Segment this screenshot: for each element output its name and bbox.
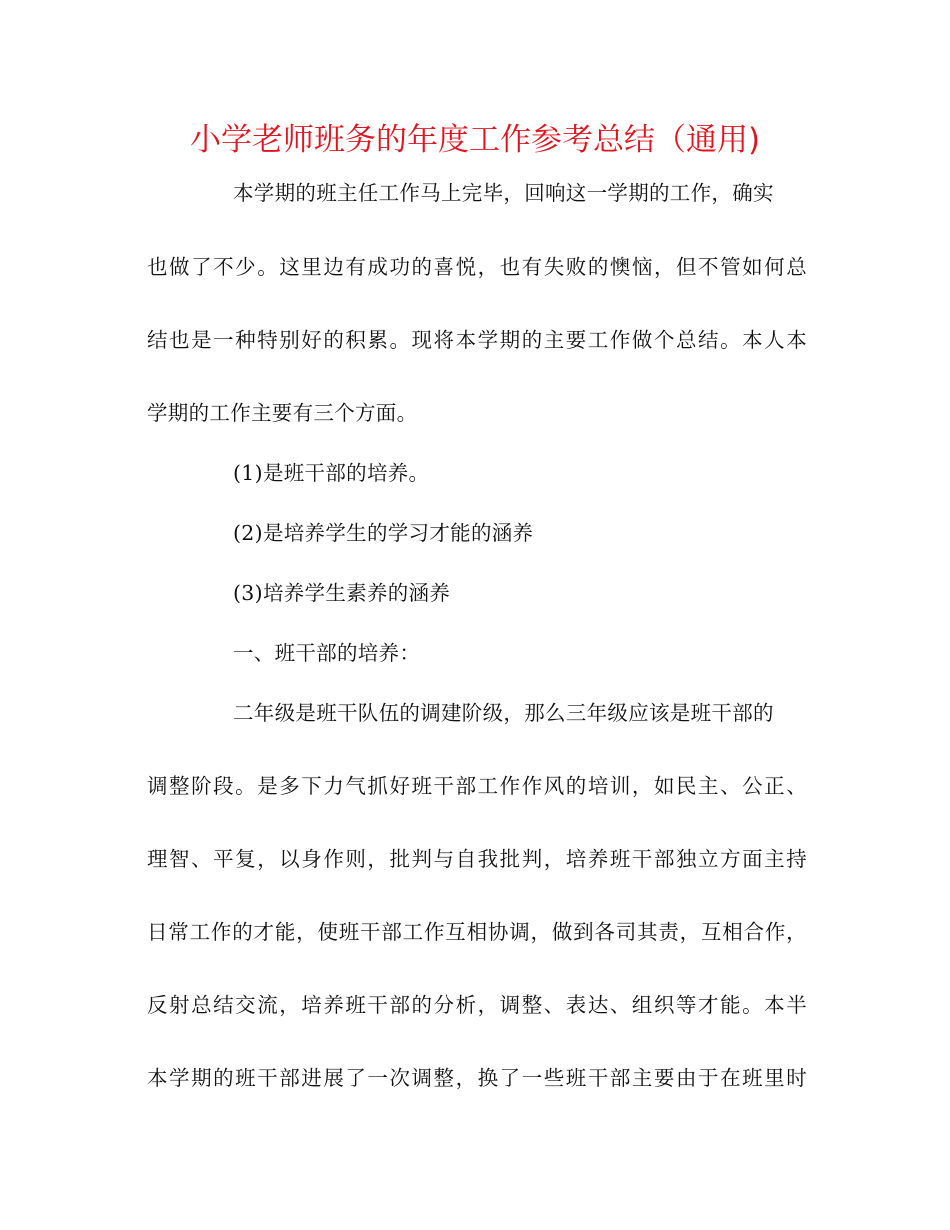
paragraph-line: 结也是一种特别好的积累。现将本学期的主要工作做个总结。本人本 — [147, 328, 807, 352]
list-item: (1)是班干部的培养。 — [233, 461, 430, 485]
paragraph-line: 学期的工作主要有三个方面。 — [147, 401, 418, 425]
list-item: (3)培养学生素养的涵养 — [233, 581, 451, 605]
document-title: 小学老师班务的年度工作参考总结（通用) — [189, 122, 761, 158]
paragraph-line: 理智、平复，以身作则，批判与自我批判，培养班干部独立方面主持 — [147, 847, 807, 871]
paragraph-line: 日常工作的才能，使班干部工作互相协调，做到各司其责，互相合作， — [147, 920, 807, 944]
paragraph-line: 反射总结交流，培养班干部的分析，调整、表达、组织等才能。本半 — [147, 993, 807, 1017]
section-heading: 一、班干部的培养： — [233, 641, 421, 665]
paragraph-line: 本学期的班干部进展了一次调整，换了一些班干部主要由于在班里时 — [147, 1066, 807, 1090]
paragraph-line: 二年级是班干队伍的调建阶级，那么三年级应该是班干部的 — [233, 701, 774, 725]
paragraph-line: 本学期的班主任工作马上完毕，回响这一学期的工作，确实 — [233, 181, 774, 205]
paragraph-line: 调整阶段。是多下力气抓好班干部工作作风的培训，如民主、公正、 — [147, 774, 807, 798]
paragraph-line: 也做了不少。这里边有成功的喜悦，也有失败的懊恼，但不管如何总 — [147, 255, 807, 279]
list-item: (2)是培养学生的学习才能的涵养 — [233, 521, 534, 545]
